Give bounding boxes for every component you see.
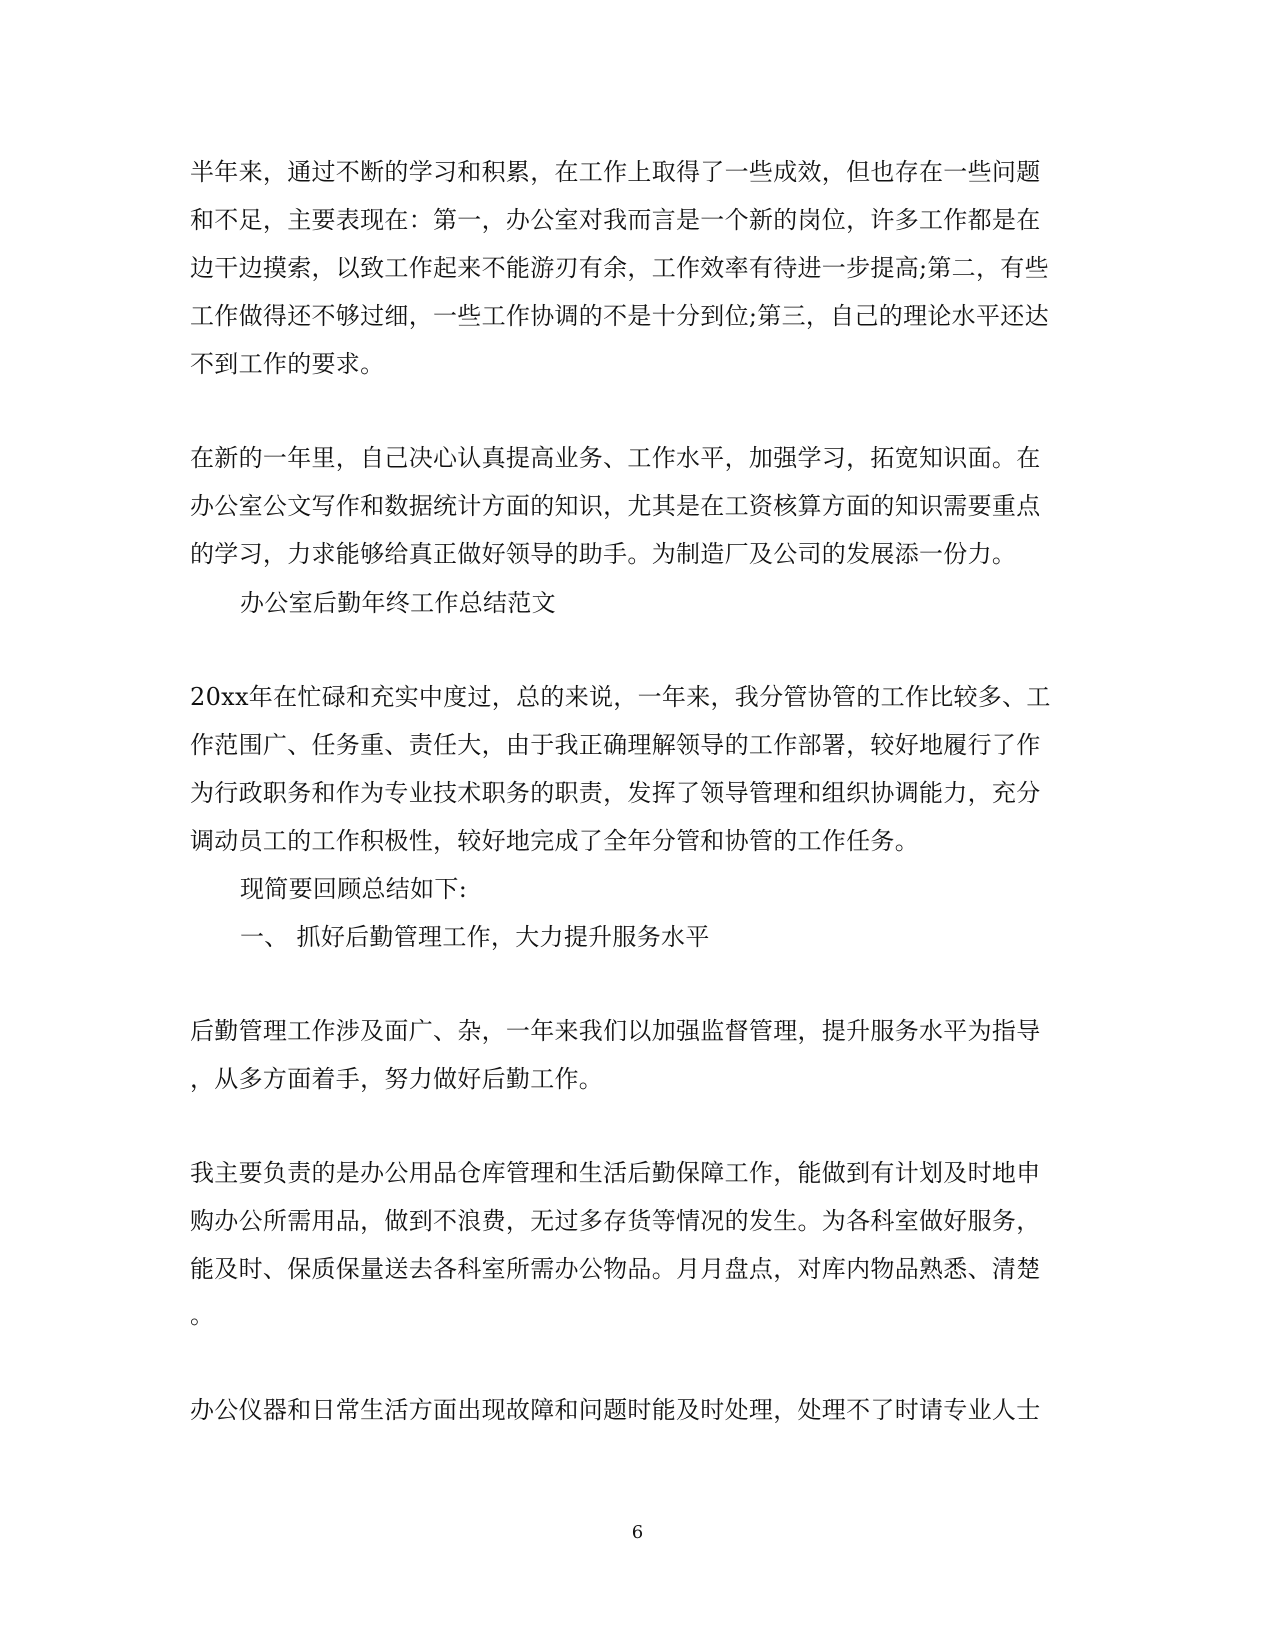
paragraph-line: ，从多方面着手，努力做好后勤工作。 xyxy=(190,1065,604,1093)
paragraph-line: 20xx年在忙碌和充实中度过，总的来说，一年来，我分管协管的工作比较多、工 xyxy=(190,683,1051,711)
paragraph-line: 我主要负责的是办公用品仓库管理和生活后勤保障工作，能做到有计划及时地申 xyxy=(190,1159,1041,1187)
paragraph-line: 的学习，力求能够给真正做好领导的助手。为制造厂及公司的发展添一份力。 xyxy=(190,540,1017,568)
paragraph-line: 调动员工的工作积极性，较好地完成了全年分管和协管的工作任务。 xyxy=(190,827,919,855)
section-heading: 一、 抓好后勤管理工作，大力提升服务水平 xyxy=(240,923,710,951)
paragraph-line: 办公室公文写作和数据统计方面的知识，尤其是在工资核算方面的知识需要重点 xyxy=(190,492,1041,520)
paragraph-line: 后勤管理工作涉及面广、杂，一年来我们以加强监督管理，提升服务水平为指导 xyxy=(190,1017,1041,1045)
page-number: 6 xyxy=(631,1522,644,1543)
paragraph-line: 为行政职务和作为专业技术职务的职责，发挥了领导管理和组织协调能力，充分 xyxy=(190,779,1041,807)
paragraph-line: 工作做得还不够过细，一些工作协调的不是十分到位;第三，自己的理论水平还达 xyxy=(190,302,1049,330)
paragraph-line: 不到工作的要求。 xyxy=(190,350,385,378)
paragraph-line: 和不足，主要表现在：第一，办公室对我而言是一个新的岗位，许多工作都是在 xyxy=(190,206,1041,234)
paragraph-line: 作范围广、任务重、责任大，由于我正确理解领导的工作部署，较好地履行了作 xyxy=(190,731,1041,759)
paragraph-line: 边干边摸索，以致工作起来不能游刃有余，工作效率有待进一步提高;第二，有些 xyxy=(190,254,1049,282)
paragraph-line: 。 xyxy=(190,1301,215,1329)
section-heading: 办公室后勤年终工作总结范文 xyxy=(240,589,556,617)
paragraph-line: 能及时、保质保量送去各科室所需办公物品。月月盘点，对库内物品熟悉、清楚 xyxy=(190,1255,1041,1283)
paragraph-line: 半年来，通过不断的学习和积累，在工作上取得了一些成效，但也存在一些问题 xyxy=(190,158,1041,186)
paragraph-line: 在新的一年里，自己决心认真提高业务、工作水平，加强学习，拓宽知识面。在 xyxy=(190,444,1041,472)
paragraph-line: 现简要回顾总结如下: xyxy=(240,875,468,903)
paragraph-line: 办公仪器和日常生活方面出现故障和问题时能及时处理，处理不了时请专业人士 xyxy=(190,1396,1041,1424)
paragraph-line: 购办公所需用品，做到不浪费，无过多存货等情况的发生。为各科室做好服务， xyxy=(190,1207,1041,1235)
